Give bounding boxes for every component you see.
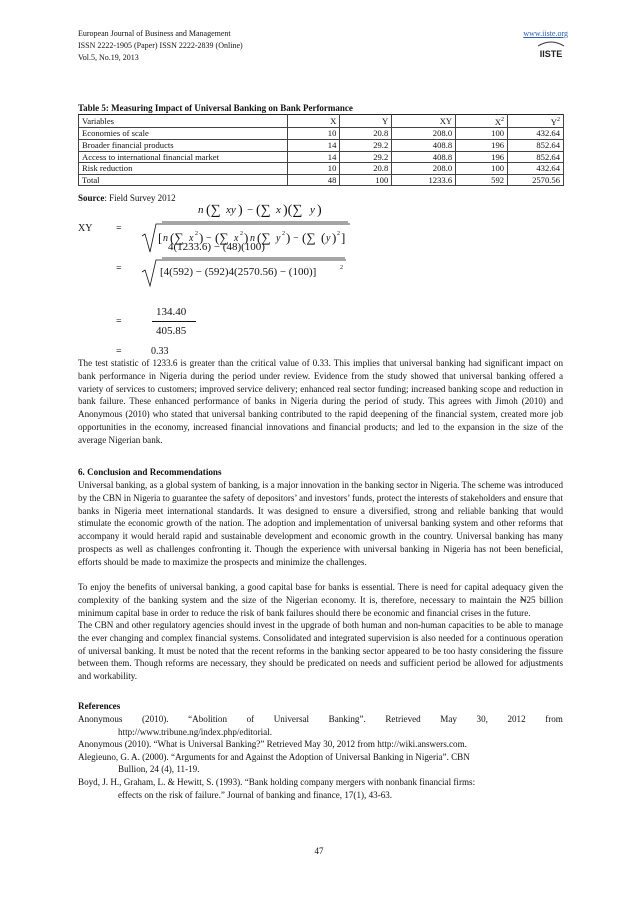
formula-label: XY — [78, 223, 93, 234]
svg-text:n: n — [198, 204, 204, 216]
reference-continuation[interactable]: http://www.tribune.ng/index.php/editorial. — [118, 726, 272, 737]
svg-text:): ) — [332, 230, 337, 245]
svg-text:(∑: (∑ — [302, 230, 316, 245]
journal-url-link[interactable]: www.iiste.org — [523, 29, 568, 38]
header-y2: $Y^2$ — [550, 116, 560, 127]
discussion-paragraph: The test statistic of 1233.6 is greater than the critical value of 0.33. This implies that universal banking had significant impact on bank performance in Nigeria during the period under review. Evidence from the study showed that universal banking offered a variety of services to customers; improved service delivery; enhanced real sector funding; increased banking scope and reduction in bank failure. These enhanced performance of banks in Nigeria during the period of study. This agrees with Jimoh (2010) and Anonymous (2010) who stated that universal banking contributed to the rapid deepening of the financial system, created more job opportunities in the economy, increased financial innovations and financial products; and led to the expansion in the size of the average Nigerian bank. — [78, 358, 563, 445]
svg-text:(∑: (∑ — [170, 230, 184, 245]
references-list — [78, 713, 563, 801]
svg-text:[: [ — [158, 230, 163, 245]
table-cell: Risk reduction — [79, 163, 288, 175]
formula-result: 0.33 — [151, 346, 169, 357]
table-row — [79, 163, 564, 175]
ref-word: 30, — [476, 714, 488, 724]
references-heading: References — [78, 701, 121, 711]
equals-sign: = — [116, 223, 122, 234]
table-cell: 20.8 — [340, 128, 392, 140]
table-cell: 1233.6 — [392, 174, 456, 186]
table-cell: 10 — [288, 163, 340, 175]
svg-text:): ) — [238, 203, 243, 218]
table-header-row — [79, 115, 564, 128]
page-number: 47 — [314, 846, 324, 856]
svg-text:(: ( — [321, 230, 326, 245]
recommendation-paragraph: To enjoy the benefits of universal banking, a good capital base for banks is essential. There is need for capital adequacy given the complexity of the banking system and the size of the Nigerian economy. It is, therefore, necessary to maintain the ₦25 billion minimum capital base in order to reduce the risk of bank failures should there be economic and financial crises in the future. — [78, 582, 563, 618]
svg-text:2: 2 — [340, 265, 343, 271]
table-cell: 432.64 — [508, 128, 564, 140]
svg-text:(∑: (∑ — [257, 230, 271, 245]
step2-numerator: 4(1233.6) − (48)(100) — [168, 241, 265, 253]
table-cell: 852.64 — [508, 140, 564, 152]
svg-text:x: x — [276, 204, 281, 216]
reference-item — [78, 713, 563, 726]
step3-denominator: 405.85 — [156, 325, 187, 337]
header-cell: X — [288, 115, 340, 128]
svg-text:): ) — [244, 230, 249, 245]
table-cell: 29.2 — [340, 151, 392, 163]
ref-word: of — [246, 714, 255, 724]
table-cell: 29.2 — [340, 140, 392, 152]
table-cell: 100 — [456, 128, 508, 140]
ref-word: Retrieved — [385, 714, 421, 724]
svg-text:(∑: (∑ — [215, 230, 229, 245]
table-cell: 14 — [288, 140, 340, 152]
svg-text:]: ] — [341, 230, 346, 245]
svg-text:−: − — [206, 233, 212, 244]
ref-word: 2012 — [507, 714, 526, 724]
svg-text:(∑: (∑ — [206, 203, 221, 218]
svg-text:xy: xy — [226, 204, 236, 216]
svg-text:2: 2 — [195, 231, 198, 237]
header-cell: Variables — [79, 115, 288, 128]
svg-text:−: − — [293, 233, 299, 244]
logo-text: IISTE — [539, 49, 563, 59]
table-cell: 196 — [456, 140, 508, 152]
iiste-logo — [536, 40, 566, 60]
svg-text:): ) — [286, 230, 291, 245]
svg-text:2: 2 — [240, 231, 243, 237]
table-row — [79, 140, 564, 152]
recommendation-paragraph: The CBN and other regulatory agencies should invest in the upgrade of both human and non-human capacities to be able to manage the ever changing and complex financial systems. Consolidated and integrated supervision is also needed for a continuous operation of universal banking. It must be noted that the recent reforms in the banking sector appeared to be too hasty considering the fissure between them. Though reforms are necessary, they should be predicated on needs and sufficient period be allowed for adjustments and workability. — [78, 620, 563, 681]
ref-word: “Abolition — [188, 714, 228, 724]
table-cell: 48 — [288, 174, 340, 186]
ref-word: Banking”. — [328, 714, 366, 724]
ref-word: Universal — [273, 714, 310, 724]
step2-denominator: [4(592) − (592)4(2570.56) − (100)] — [160, 266, 317, 278]
svg-text:): ) — [317, 203, 322, 218]
issn-line: ISSN 2222-1905 (Paper) ISSN 2222-2839 (Online) — [78, 41, 243, 50]
svg-text:2: 2 — [337, 231, 340, 237]
journal-name: European Journal of Business and Management — [78, 29, 231, 38]
volume-line: Vol.5, No.19, 2013 — [78, 53, 139, 62]
fraction-bar — [152, 321, 196, 322]
ref-word: (2010). — [142, 714, 169, 724]
ref-word: Anonymous — [78, 714, 123, 724]
table-cell: 100 — [340, 174, 392, 186]
svg-text:y: y — [310, 204, 315, 216]
table-cell: Access to international financial market — [79, 151, 288, 163]
reference-item: Boyd, J. H., Graham, L. & Hewitt, S. (1993). “Bank holding company mergers with nonbank financial firms: — [78, 776, 476, 787]
svg-text:2: 2 — [282, 231, 285, 237]
equals-sign: = — [116, 316, 122, 327]
table-cell: 408.8 — [392, 140, 456, 152]
svg-text:(∑: (∑ — [256, 203, 271, 218]
svg-text:n: n — [163, 233, 168, 244]
table-cell: Total — [79, 174, 288, 186]
equals-sign: = — [116, 263, 122, 274]
table-row — [79, 151, 564, 163]
reference-continuation: effects on the risk of failure.” Journal of banking and finance, 17(1), 43-63. — [118, 789, 393, 800]
svg-text:): ) — [199, 230, 204, 245]
section-heading: 6. Conclusion and Recommendations — [78, 467, 222, 477]
table-total-row — [79, 174, 564, 186]
header-x2: $X^2$ — [494, 116, 505, 127]
table-cell: 196 — [456, 151, 508, 163]
table-cell: 208.0 — [392, 163, 456, 175]
svg-text:n: n — [250, 233, 255, 244]
svg-text:x: x — [189, 233, 194, 244]
data-table — [78, 114, 564, 186]
header-cell — [508, 115, 564, 128]
table-cell: 208.0 — [392, 128, 456, 140]
table-cell: Economies of scale — [79, 128, 288, 140]
table-cell: 20.8 — [340, 163, 392, 175]
svg-text:y: y — [276, 233, 281, 244]
source-label: Source — [78, 193, 105, 203]
table-cell: 10 — [288, 128, 340, 140]
reference-continuation: Bullion, 24 (4), 11-19. — [118, 764, 200, 775]
table-cell: 408.8 — [392, 151, 456, 163]
header-cell: XY — [392, 115, 456, 128]
table-cell: 592 — [456, 174, 508, 186]
svg-text:)(∑: )(∑ — [283, 203, 303, 218]
table-cell: 852.64 — [508, 151, 564, 163]
header-cell: Y — [340, 115, 392, 128]
svg-text:y: y — [326, 233, 331, 244]
header-cell — [456, 115, 508, 128]
ref-word: May — [440, 714, 457, 724]
conclusion-paragraph: Universal banking, as a global system of banking, is a major innovation in the banking sector in Nigeria. The scheme was introduced by the CBN in Nigeria to guarantee the safety of depositors’ and investors’ funds, protect the interests of stakeholders and ensure that banks in Nigeria meet international standards. It was designed to ensure a diversified, strong and reliable banking that would stimulate the economic growth of the nation. The adoption and implementation of universal banking system and other reforms that accompany it would herald rapid and sustainable development and economic growth in the country. Universal banking has many prospects as well as challenges confronting it. Though the experience with universal banking in Nigeria has not been beneficial, efforts should be made to maximize the prospects and minimize the challenges. — [78, 480, 563, 567]
step3-numerator: 134.40 — [156, 306, 187, 318]
source-text: : Field Survey 2012 — [104, 193, 176, 203]
equals-sign: = — [116, 346, 122, 357]
ref-word: from — [545, 714, 563, 724]
table-cell: 432.64 — [508, 163, 564, 175]
step2-den-text: 4(592) − (592)4(2570.56) − (100) — [163, 266, 313, 278]
table-cell: 14 — [288, 151, 340, 163]
svg-text:−: − — [247, 204, 254, 216]
table-row — [79, 128, 564, 140]
table-cell: 2570.56 — [508, 174, 564, 186]
svg-text:x: x — [234, 233, 239, 244]
table-caption: Table 5: Measuring Impact of Universal Banking on Bank Performance — [78, 103, 353, 113]
table-cell: Broader financial products — [79, 140, 288, 152]
reference-item: Alegieuno, G. A. (2000). “Arguments for and Against the Adoption of Universal Banking in Nigeria”. CBN — [78, 751, 470, 762]
reference-item: Anonymous (2010). “What is Universal Banking?” Retrieved May 30, 2012 from http://wiki.answers.com. — [78, 739, 467, 750]
table-cell: 100 — [456, 163, 508, 175]
